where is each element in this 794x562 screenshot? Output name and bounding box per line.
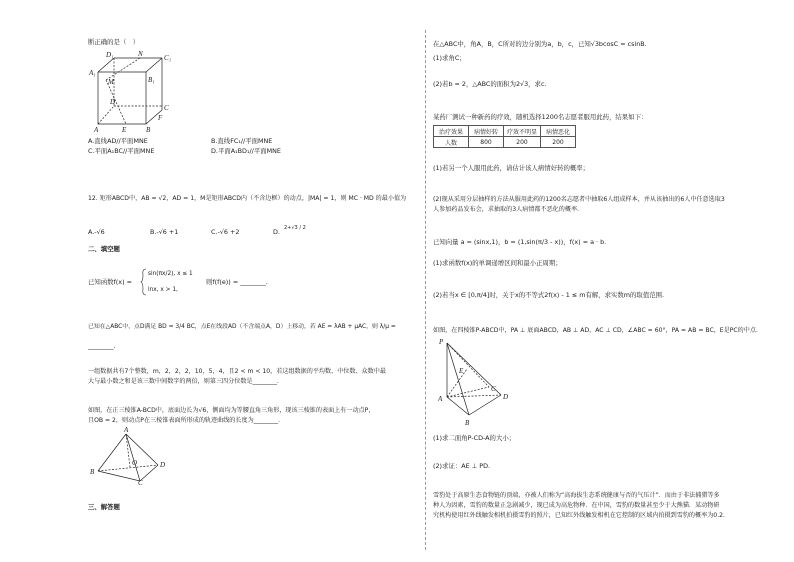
label-A: A — [94, 126, 99, 132]
label-pyr-E: E — [459, 367, 464, 375]
label-pyr-B: B — [465, 419, 470, 427]
fill-question-4-line2: 且OB = 2，则动点P在三棱锥表面所形成的轨迹曲线的长度为________. — [88, 417, 280, 424]
table-header-cell: 疗效不明显 — [504, 126, 541, 137]
q3-part1: (1)求函数f(x)的单调递增区间和最小正周期； — [433, 259, 562, 267]
label-pyr-D: D — [503, 393, 509, 401]
table-header-cell: 病情恶化 — [541, 126, 576, 137]
q3-part2: (2)若当x ∈ [0,π/4]时，关于x的不等式2f(x) - 1 ≤ m有解，求实数m的取值范围. — [433, 291, 665, 299]
label-B1: B₁ — [148, 76, 155, 84]
q4-statement: 如图，在四棱锥P-ABCD中，PA ⊥ 底面ABCD，AB ⊥ AD，AC ⊥ CD，∠ABC = 60°，PA = AB = BC，E是PC的中点. — [433, 327, 758, 334]
q12-option-d: D. — [273, 228, 280, 236]
q2-part2-line1: (2)现从采用分层抽样的方法从服用此药的1200名志愿者中抽取6人组成样本，并从该抽出的6人中任意选取3 — [433, 196, 725, 203]
question-12: 12. 矩形ABCD中，AB = √2，AD = 1，M是矩形ABCD内（不含边框）的动点，|MA| = 1，则 MC · MD 的最小值为 — [88, 195, 407, 202]
label-N: N — [138, 50, 143, 58]
q2-statement: 某药厂测试一种新药的疗效，随机选择1200名志愿者服用此药，结果如下： — [433, 113, 648, 121]
tetrahedron-figure — [88, 425, 184, 485]
table-cell: 人数 — [434, 137, 469, 148]
label-A1: A₁ — [89, 69, 96, 77]
option-a: A.直线AD//平面MNE — [88, 137, 148, 145]
cube-figure — [88, 48, 178, 132]
label-pyr-P: P — [439, 338, 444, 346]
label-D: D — [110, 98, 116, 106]
right-column — [433, 0, 773, 562]
table-cell: 800 — [469, 137, 504, 148]
pyramid-figure — [433, 335, 525, 431]
piecewise-case-2: lnx, x > 1, — [148, 287, 178, 293]
q12-option-d-fraction: 2+√3 / 2 — [284, 225, 306, 231]
table-cell: 200 — [541, 137, 576, 148]
q2-part2-line2: 人参加药品发布会，求抽取的3人病情都不恶化的概率. — [433, 206, 579, 213]
option-b: B.直线FC₁//平面MNE — [211, 137, 273, 145]
piecewise-brace — [140, 268, 148, 296]
q2-part1: (1)若另一个人服用此药，请估计该人病情好转的概率； — [433, 164, 590, 172]
fill-question-1-answer: 则f(f(e)) = ________. — [206, 278, 268, 286]
results-table — [433, 125, 576, 148]
label-F: F — [158, 114, 163, 122]
fill-question-3-line2: 大与最小数之和是该三数中间数字的两倍，则第三四分位数是________. — [88, 378, 279, 385]
piecewise-case-1: sin(πx/2), x ≤ 1 — [148, 271, 193, 277]
q5-line3: 究机构使用红外线触发相机拍摄雪豹的照片，已知红外线触发相机在它控制的区域内拍摄到雪豹的概率为0.2. — [433, 512, 725, 519]
table-header-cell: 治疗效果 — [434, 126, 469, 137]
table-cell: 200 — [504, 137, 541, 148]
table-row — [434, 126, 576, 137]
fill-question-2: 已知在△ABC中，点D满足 BD = 3/4 BC，点E在线段AD（不含端点A，D）上移动，若 AE = λAB + μAC，则 λ/μ = — [88, 324, 396, 330]
fill-question-4-line1: 如图，在正三棱锥A-BCD中，底面边长为√6，侧面均为等腰直角三角形，现该三棱锥的表面上有一动点P， — [88, 407, 375, 414]
left-column — [88, 0, 418, 562]
question-intro: 断正确的是（ ） — [88, 38, 140, 46]
q3-statement: 已知向量 a = (sinx,1)，b = (1,sin(π/3 - x))，f(x) = a · b. — [433, 238, 607, 246]
q4-part2: (2)求证：AE ⊥ PD. — [433, 462, 491, 470]
q12-option-b: B.-√6 +1 — [150, 228, 179, 236]
table-row — [434, 137, 576, 148]
label-pyr-C: C — [491, 385, 496, 393]
column-divider — [425, 30, 426, 550]
label-C: C — [164, 104, 169, 112]
fill-question-2-answer: ________. — [88, 342, 116, 350]
label-E: E — [122, 126, 127, 132]
label-tetra-D: D — [160, 461, 166, 469]
label-tetra-C: C — [138, 479, 143, 485]
label-pyr-A: A — [438, 395, 443, 403]
label-tetra-A: A — [124, 426, 129, 434]
q1-part1: (1)求角C； — [433, 54, 466, 62]
label-M: M — [108, 78, 114, 86]
q12-option-a: A.-√6 — [88, 228, 105, 236]
option-d: D.平面A₁BD₁//平面MNE — [211, 147, 281, 155]
q5-line2: 种人为因素，雪豹的数量正急剧减少，现已成为高危物种．在中国，雪豹的数量甚至少于大熊猫．某动物研 — [433, 502, 720, 509]
section-fill-in: 二、填空题 — [88, 245, 120, 253]
label-D1: D₁ — [106, 51, 114, 59]
option-c: C.平面A₁BC//平面MNE — [88, 147, 155, 155]
label-tetra-B: B — [90, 468, 95, 476]
q12-option-c: C.-√6 +2 — [211, 228, 240, 236]
q1-statement: 在△ABC中，角A，B，C所对的边分别为a，b，c，已知√3bcosC = csinB. — [433, 40, 647, 48]
label-B: B — [146, 126, 151, 132]
q5-line1: 雪豹处于高原生态食物链的顶端，亦被人们称为“高海拔生态系统健康与否的气压计”．而由于非法捕猎等多 — [433, 492, 720, 499]
label-C1: C₁ — [164, 54, 172, 62]
label-tetra-O: O — [132, 459, 138, 467]
q4-part1: (1)求二面角P-CD-A的大小； — [433, 434, 516, 442]
table-header-cell: 病情好转 — [469, 126, 504, 137]
section-solutions: 三、解答题 — [88, 503, 120, 511]
fill-question-1: 已知函数f(x) = — [88, 278, 132, 286]
q1-part2: (2)若b = 2，△ABC的面积为2√3，求c. — [433, 80, 547, 88]
fill-question-3-line1: 一组数据共有7个整数，m，2，2，2，10，5，4，且2 < m < 10，若这组数据的平均数、中位数、众数中最 — [88, 368, 386, 375]
